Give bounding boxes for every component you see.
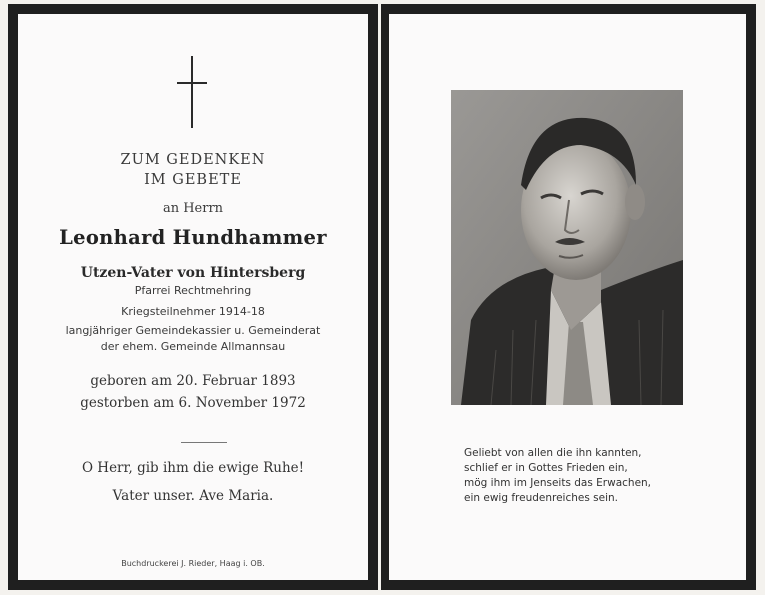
right-panel <box>389 14 746 580</box>
left-panel <box>18 14 368 580</box>
verse <box>464 446 651 506</box>
divider <box>181 442 227 443</box>
memorial-card-left <box>8 4 378 590</box>
cross-icon <box>177 56 207 128</box>
office-line-1: langjähriger Gemeindekassier u. Gemeinderat <box>65 324 321 337</box>
verse-line-4: ein ewig freudenreiches sein. <box>464 492 619 504</box>
heading <box>18 150 368 190</box>
verse-line-2: schlief er in Gottes Frieden ein, <box>464 462 628 474</box>
deceased-name: Leonhard Hundhammer <box>59 226 327 249</box>
birth-date: geboren am 20. Februar 1893 <box>90 373 296 389</box>
prayer-line-2: Vater unser. Ave Maria. <box>112 488 274 504</box>
verse-line-1: Geliebt von allen die ihn kannten, <box>464 447 642 459</box>
parish: Pfarrei Rechtmehring <box>134 284 252 297</box>
printer-imprint: Buchdruckerei J. Rieder, Haag i. OB. <box>121 559 265 568</box>
verse-line-3: mög ihm im Jenseits das Erwachen, <box>464 477 652 489</box>
deceased-title: Utzen-Vater von Hintersberg <box>80 265 306 281</box>
heading-line-1: ZUM GEDENKEN <box>120 152 266 168</box>
portrait-photo <box>451 90 683 405</box>
memorial-card-right <box>381 4 756 590</box>
death-date: gestorben am 6. November 1972 <box>80 395 306 411</box>
war-service: Kriegsteilnehmer 1914-18 <box>121 305 265 318</box>
prayer-line-1: O Herr, gib ihm die ewige Ruhe! <box>81 460 305 476</box>
heading-line-2: IM GEBETE <box>144 172 242 188</box>
salutation: an Herrn <box>162 201 224 216</box>
office-line-2: der ehem. Gemeinde Allmannsau <box>100 340 286 353</box>
